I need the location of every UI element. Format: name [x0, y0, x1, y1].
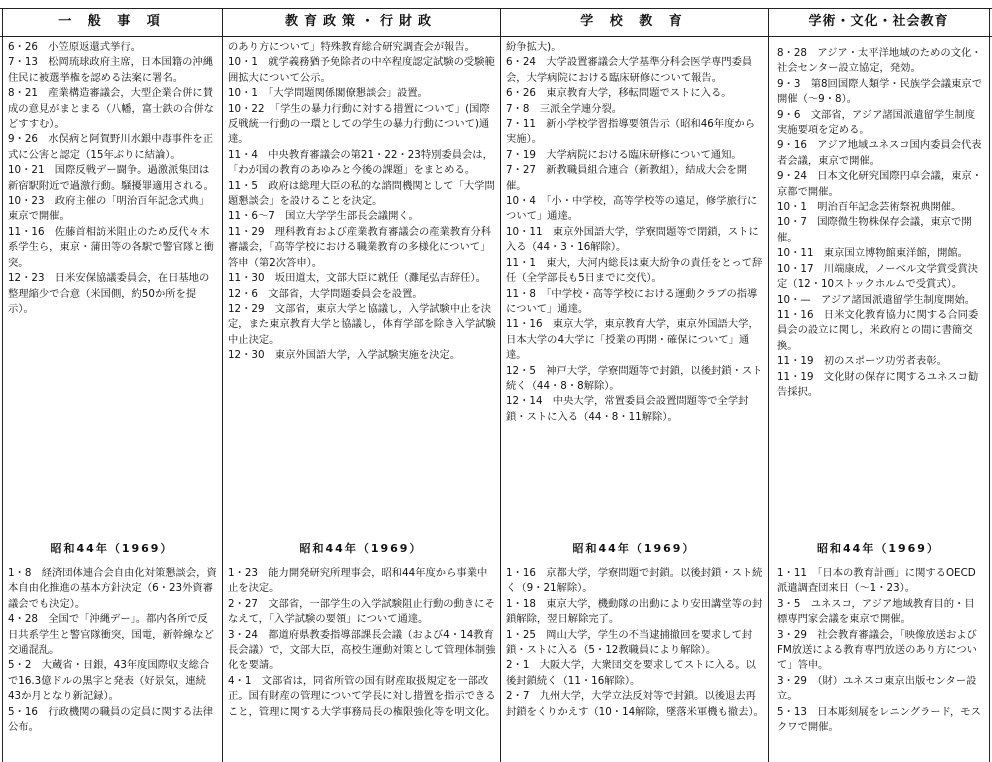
header-science-culture: 学術・文化・社会教育 — [808, 14, 949, 29]
list-item: 10・11 東京外国語大学，学寮問題等で閉鎖，ストに入る（44・3・16解除）。 — [506, 225, 759, 254]
list-item: 3・29 社会教育審議会，「映像放送およびFM放送による教育専門放送のあり方について」答申。 — [777, 628, 977, 672]
list-item: 9・6 文部省，アジア諸国派遣留学生制度実施要項を定める。 — [777, 108, 976, 137]
header-education-policy: 教育政策・行財政 — [284, 14, 437, 29]
list-item: 10・1 「大学問題関係閣僚懇談会」設置。 — [228, 87, 428, 100]
lower-col-school — [506, 566, 764, 720]
section-title: 昭和44年（1969） — [817, 542, 940, 555]
list-item: 12・14 中央大学，常置委員会設置問題等で全学封鎖・ストに入る（44・8・11解除）。 — [506, 395, 749, 423]
lower-col-general — [8, 566, 218, 735]
column-divider — [989, 8, 990, 762]
list-item: 10・22 「学生の暴力行動に対する措置について」(国際反戦統一行動の一環としての学生の暴力行動について)通達。 — [228, 102, 490, 146]
upper-col-general — [8, 40, 218, 317]
section-title: 昭和44年（1969） — [572, 542, 696, 555]
list-item: 9・16 アジア地域ユネスコ国内委員会代表者会議，東京で開催。 — [777, 139, 982, 167]
section-title: 昭和44年（1969） — [50, 542, 174, 555]
top-rule — [0, 8, 992, 9]
list-item: のあり方について」特殊教育総合研究調査会が報告。 — [228, 41, 475, 53]
list-item: 11・5 政府は総理大臣の私的な諮問機関として「大学問題懇談会」を設けることを決定。 — [228, 179, 495, 208]
list-item: 7・27 新教職員組合連合（新教組），結成大会を開催。 — [506, 164, 748, 192]
lower-col-policy — [228, 566, 496, 720]
list-item: 11・1 東大，大河内総長は東大紛争の責任をとって辞任（全学部長も5日までに交代）。 — [506, 256, 763, 285]
list-item: 12・29 文部省，東京大学と協議し，入学試験中止を決定，また東京教育大学と協議し，体育学部を除き入学試験中止決定。 — [228, 302, 496, 346]
list-item: 12・30 東京外国語大学，入学試験実施を決定。 — [228, 349, 461, 362]
list-item: 3・24 都道府県教委指導部課長会議（および4・14教育長会議）で，文部大臣，高校生運動対策として管理体制強化を要請。 — [228, 628, 496, 672]
list-item: 9・3 第8回国際人類学・民族学会議東京で開催（〜9・8）。 — [777, 77, 982, 106]
list-item: 1・8 経済団体連合会自由化対策懇談会，資本自由化推進の基本方針決定（6・23外資審議会でも決定）。 — [8, 567, 217, 610]
column-divider — [2, 8, 3, 762]
list-item: 11・19 文化財の保存に関するユネスコ勧告採択。 — [777, 370, 979, 398]
list-item: 3・5 ユネスコ，アジア地域教育目的・目標専門家会議を東京で開催。 — [777, 597, 975, 626]
list-item: 10・11 東京国立博物館東洋館，開館。 — [777, 247, 968, 260]
list-item: 11・19 初のスポーツ功労者表彰。 — [777, 355, 947, 368]
list-item: 10・21 国際反戦デー闘争。過激派集団は新宿駅附近で過激行動。騒擾罪適用される。 — [8, 164, 214, 192]
list-item: 1・25 岡山大学，学生の不当逮捕撤回を要求して封鎖・ストに入る（5・12教職員により解除）。 — [506, 628, 753, 657]
list-item: 7・8 三派全学連分裂。 — [506, 102, 623, 115]
header-general: 一 般 事 項 — [58, 14, 166, 29]
upper-col-policy — [228, 40, 496, 364]
list-item: 1・16 京都大学，学寮問題で封鎖。以後封鎖・スト続く（9・21解除）。 — [506, 567, 763, 595]
list-item: 5・13 日本彫刻展をレニングラード，モスクワで開催。 — [777, 705, 981, 734]
list-item: 11・4 中央教育審議会の第21・22・23特別委員会は，「わが国の教育のあゆみと今後の課題」をまとめる。 — [228, 148, 493, 177]
list-item: 7・13 松岡琉球政府主席，日本国籍の沖縄住民に被選挙権を認める法案に署名。 — [8, 56, 213, 84]
list-item: 5・16 行政機関の職員の定員に関する法律公布。 — [8, 705, 213, 734]
upper-col-culture — [777, 46, 984, 400]
list-item: 3・29 （財）ユネスコ東京出版センター設立。 — [777, 674, 977, 703]
list-item: 紛争拡大)。 — [506, 41, 562, 53]
list-item: 10・7 国際微生物株保存会議，東京で開催。 — [777, 216, 972, 244]
list-item: 2・27 文部省，一部学生の入学試験阻止行動の動きにそなえて，「入学試験の要領」について通達。 — [228, 597, 495, 626]
list-item: 9・24 日本文化研究国際円卓会議，東京・京都で開催。 — [777, 170, 982, 198]
list-item: 12・6 文部省，大学問題委員会を設置。 — [228, 287, 423, 300]
list-item: 10・17 川端康成，ノーベル文学賞受賞決定（12・10ストックホルムで受賞式）。 — [777, 262, 978, 291]
list-item: 4・28 全国で「沖縄デー」。都内各所で反日共系学生と警官隊衝突，国電，新幹線など交通混乱。 — [8, 613, 214, 657]
list-item: 11・30 坂田道太，文部大臣に就任（灘尾弘吉辞任）。 — [228, 272, 486, 285]
list-item: 4・1 文部省は，同省所管の国有財産取扱規定を一部改正。国有財産の管理について学長に対し措置を指示できること，管理に関する大学事務局長の権限強化等を明文化。 — [228, 674, 496, 718]
list-item: 10・1 明治百年記念芸術祭祝典開催。 — [777, 201, 962, 214]
list-item: 11・16 東京大学，東京教育大学，東京外国語大学，日本大学の4大学に「授業の再開・確保について」通達。 — [506, 318, 759, 362]
lower-col-culture — [777, 566, 984, 735]
list-item: 11・29 理科教育および産業教育審議会の産業教育分科審議会，「高等学校における職業教育の多様化について」答申（第2次答申）。 — [228, 225, 492, 269]
list-item: 10・1 就学義務猶予免除者の中卒程度認定試験の受験範囲拡大について公示。 — [228, 56, 495, 84]
list-item: 10・4 「小・中学校，高等学校等の遠足，修学旅行について」通達。 — [506, 195, 758, 223]
list-item: 6・26 東京教育大学，移転問題でストに入る。 — [506, 87, 732, 100]
list-item: 12・5 神戸大学，学寮問題等で封鎖，以後封鎖・スト続く（44・8・8解除）。 — [506, 364, 763, 392]
list-item: 12・23 日米安保協議委員会，在日基地の整理縮少で合意（米国側，約50か所を提示）。 — [8, 272, 210, 315]
list-item: 10・23 政府主催の「明治百年記念式典」東京で開催。 — [8, 195, 210, 223]
list-item: 11・8 「中学校・高等学校における運動クラブの指導について」通達。 — [506, 287, 758, 315]
list-item: 7・19 大学病院における臨床研修について通知。 — [506, 148, 742, 161]
list-item: 6・24 大学設置審議会大学基準分科会医学専門委員会，大学病院における臨床研修について報告。 — [506, 56, 753, 84]
list-item: 6・26 小笠原返還式挙行。 — [8, 41, 141, 53]
list-item: 10・— アジア諸国派遣留学生制度開始。 — [777, 293, 976, 306]
list-item: 1・23 能力開発研究所理事会，昭和44年度から事業中止を決定。 — [228, 567, 488, 595]
list-item: 8・21 産業構造審議会，大型企業合併に賛成の意見がまとまる（八幡，富士鉄の合併などすすむ）。 — [8, 87, 214, 131]
upper-col-school — [506, 40, 764, 425]
list-item: 1・18 東京大学，機動隊の出動により安田講堂等の封鎖解除，翌日解除完了。 — [506, 597, 763, 626]
list-item: 9・26 水俣病と阿賀野川水銀中毒事件を正式に公害と認定（15年ぶりに結論）。 — [8, 133, 213, 161]
list-item: 11・6〜7 国立大学学生部長会議開く。 — [228, 210, 419, 223]
column-divider — [500, 8, 501, 762]
list-item: 8・28 アジア・太平洋地域のための文化・社会センター設立協定，発効。 — [777, 47, 982, 75]
list-item: 5・2 大蔵省・日銀，43年度国際収支総合で16.3億ドルの黒字と発表（好景気，連続43か月となり新記録）。 — [8, 659, 210, 703]
list-item: 7・11 新小学校学習指導要領告示（昭和46年度から実施）。 — [506, 118, 755, 146]
header-rule — [0, 36, 992, 37]
header-school-education: 学 校 教 育 — [580, 14, 688, 29]
column-divider — [768, 8, 769, 762]
section-title: 昭和44年（1969） — [299, 542, 423, 555]
list-item: 2・7 九州大学，大学立法反対等で封鎖。以後退去再封鎖をくりかえす（10・14解除，墜落米軍機も撤去）。 — [506, 690, 764, 718]
list-item: 2・1 大阪大学，大衆団交を要求してストに入る。以後封鎖続く（11・16解除）。 — [506, 659, 756, 687]
list-item: 11・16 佐藤首相訪米阻止のため反代々木系学生ら，東京・蒲田等の各駅で警官隊と衝突。 — [8, 225, 214, 269]
list-item: 11・16 日米文化教育協力に関する合同委員会の設立に関し，米政府との間に書簡交換。 — [777, 308, 979, 352]
list-item: 1・11 「日本の教育計画」に関するOECD派遣調査団来日（〜1・23）。 — [777, 567, 976, 595]
column-divider — [222, 8, 223, 762]
